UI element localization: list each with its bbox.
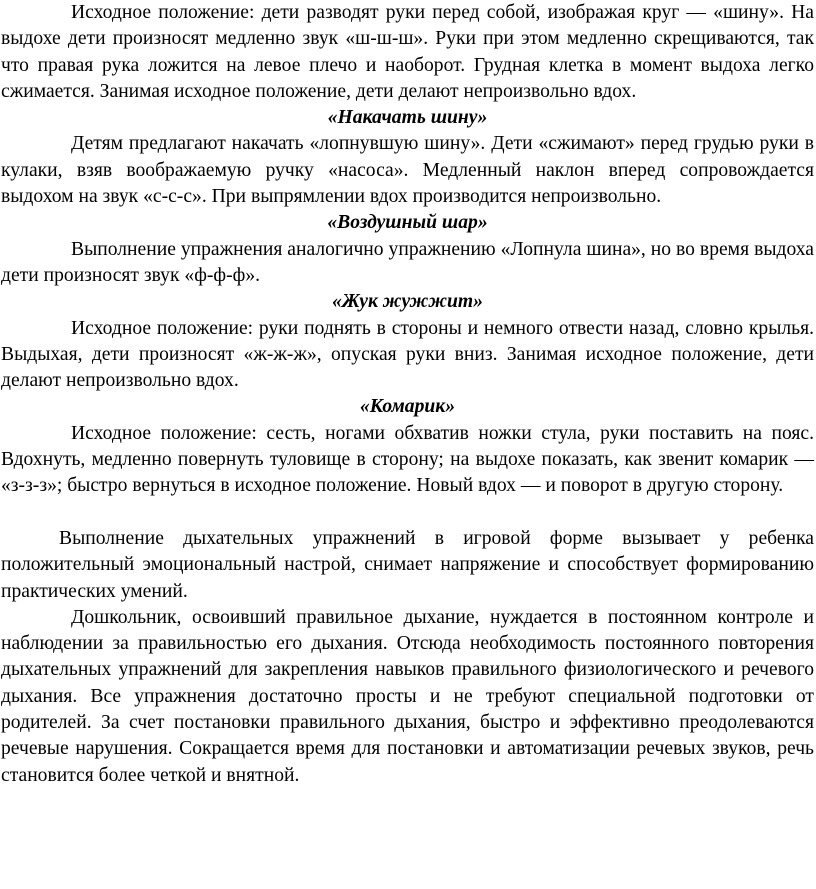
paragraph-game-form-benefits: Выполнение дыхательных упражнений в игровой форме вызывает у ребенка положительный эмоциональный настрой, снимает напряжение и способствует формированию практических умений.: [1, 527, 814, 602]
heading-pump-tire: «Накачать шину»: [327, 107, 488, 129]
paragraph-breathing-control: Дошкольник, освоивший правильное дыхание, нуждается в постоянном контроле и наблюдении за правильностью его дыхания. Отсюда необходимость постоянного повторения дыхательных упражнений для закрепления навыков правильного физиологического и речевого дыхания. Все упражнения достаточно просты и не требуют специальной подготовки от родителей. За счет постановки правильного дыхания, быстро и эффективно преодолеваются речевые нарушения. Сокращается время для постановки и автоматизации речевых звуков, речь становится более четкой и внятной.: [1, 606, 814, 786]
paragraph-mosquito: Исходное положение: сесть, ногами обхватив ножки стула, руки поставить на пояс. Вдохнуть, медленно повернуть туловище в сторону; на выдохе показать, как звенит комарик — «з-з-з»; быстро вернуться в исходное положение. Новый вдох — и поворот в другую сторону.: [1, 422, 814, 497]
paragraph-pump-tire: Детям предлагают накачать «лопнувшую шину». Дети «сжимают» перед грудью руки в кулаки, взяв воображаемую ручку «насоса». Медленный наклон вперед сопровождается выдохом на звук «с-с-с». При выпрямлении вдох производится непроизвольно.: [1, 133, 814, 208]
paragraph-balloon: Выполнение упражнения аналогично упражнению «Лопнула шина», но во время выдоха дети произносят звук «ф-ф-ф».: [1, 238, 814, 286]
blank-line: [1, 500, 814, 526]
heading-mosquito: «Комарик»: [359, 396, 456, 418]
paragraph-tire-start-position: Исходное положение: дети разводят руки перед собой, изображая круг — «шину». На выдохе дети произносят медленно звук «ш-ш-ш». Руки при этом медленно скрещиваются, так что правая рука ложится на левое плечо и наоборот. Грудная клетка в момент выдоха легко сжимается. Занимая исходное положение, дети делают непроизвольно вдох.: [1, 2, 814, 102]
paragraph-beetle-buzzes: Исходное положение: руки поднять в стороны и немного отвести назад, словно крылья. Выдыхая, дети произносят «ж-ж-ж», опуская руки вниз. Занимая исходное положение, дети делают непроизвольно вдох.: [1, 317, 814, 392]
heading-beetle-buzzes: «Жук жужжит»: [332, 291, 483, 313]
heading-balloon: «Воздушный шар»: [327, 212, 488, 234]
